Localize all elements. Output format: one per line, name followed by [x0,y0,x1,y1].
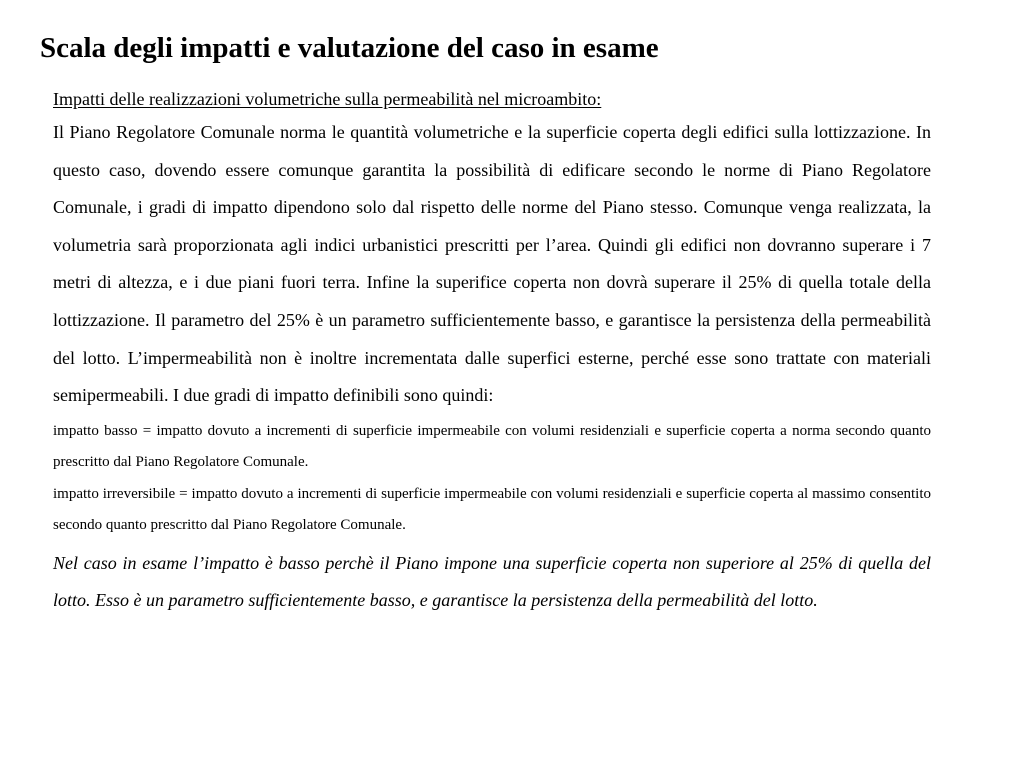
impact-low-definition: impatto basso = impatto dovuto a incrementi di superficie impermeabile con volumi residenziali e superficie coperta a norma secondo quanto prescritto dal Piano Regolatore Comunale. [53,422,931,471]
body-paragraph: Il Piano Regolatore Comunale norma le quantità volumetriche e la superficie coperta degli edifici sulla lottizzazione. In questo caso, dovendo essere comunque garantita la possibilità di edificare secondo le norme di Piano Regolatore Comunale, i gradi di impatto dipendono solo dal rispetto delle norme del Piano stesso. Comunque venga realizzata, la volumetria sarà proporzionata agli indici urbanistici prescritti per l’area. Quindi gli edifici non dovranno superare i 7 metri di altezza, e i due piani fuori terra. Infine la superifice coperta non dovrà superare il 25% di quella totale della lottizzazione. Il parametro del 25% è un parametro sufficientemente basso, e garantisce la persistenza della permeabilità del lotto. L’impermeabilità non è inoltre incrementata dalle superfici esterne, perché esse sono trattate con materiali semipermeabili. I due gradi di impatto definibili sono quindi: [53,122,931,406]
conclusion-paragraph: Nel caso in esame l’impatto è basso perchè il Piano impone una superficie coperta non superiore al 25% di quella del lotto. Esso è un parametro sufficientemente basso, e garantisce la persistenza della permeabilità del lotto. [53,552,931,611]
page-title: Scala degli impatti e valutazione del caso in esame [40,32,659,64]
section-subheading: Impatti delle realizzazioni volumetriche sulla permeabilità nel microambito: [53,89,602,109]
impact-irreversible-definition: impatto irreversibile = impatto dovuto a incrementi di superficie impermeabile con volumi residenziali e superficie coperta al massimo consentito secondo quanto prescritto dal Piano Regolatore Comunale. [53,485,931,534]
slide-content [53,84,931,620]
